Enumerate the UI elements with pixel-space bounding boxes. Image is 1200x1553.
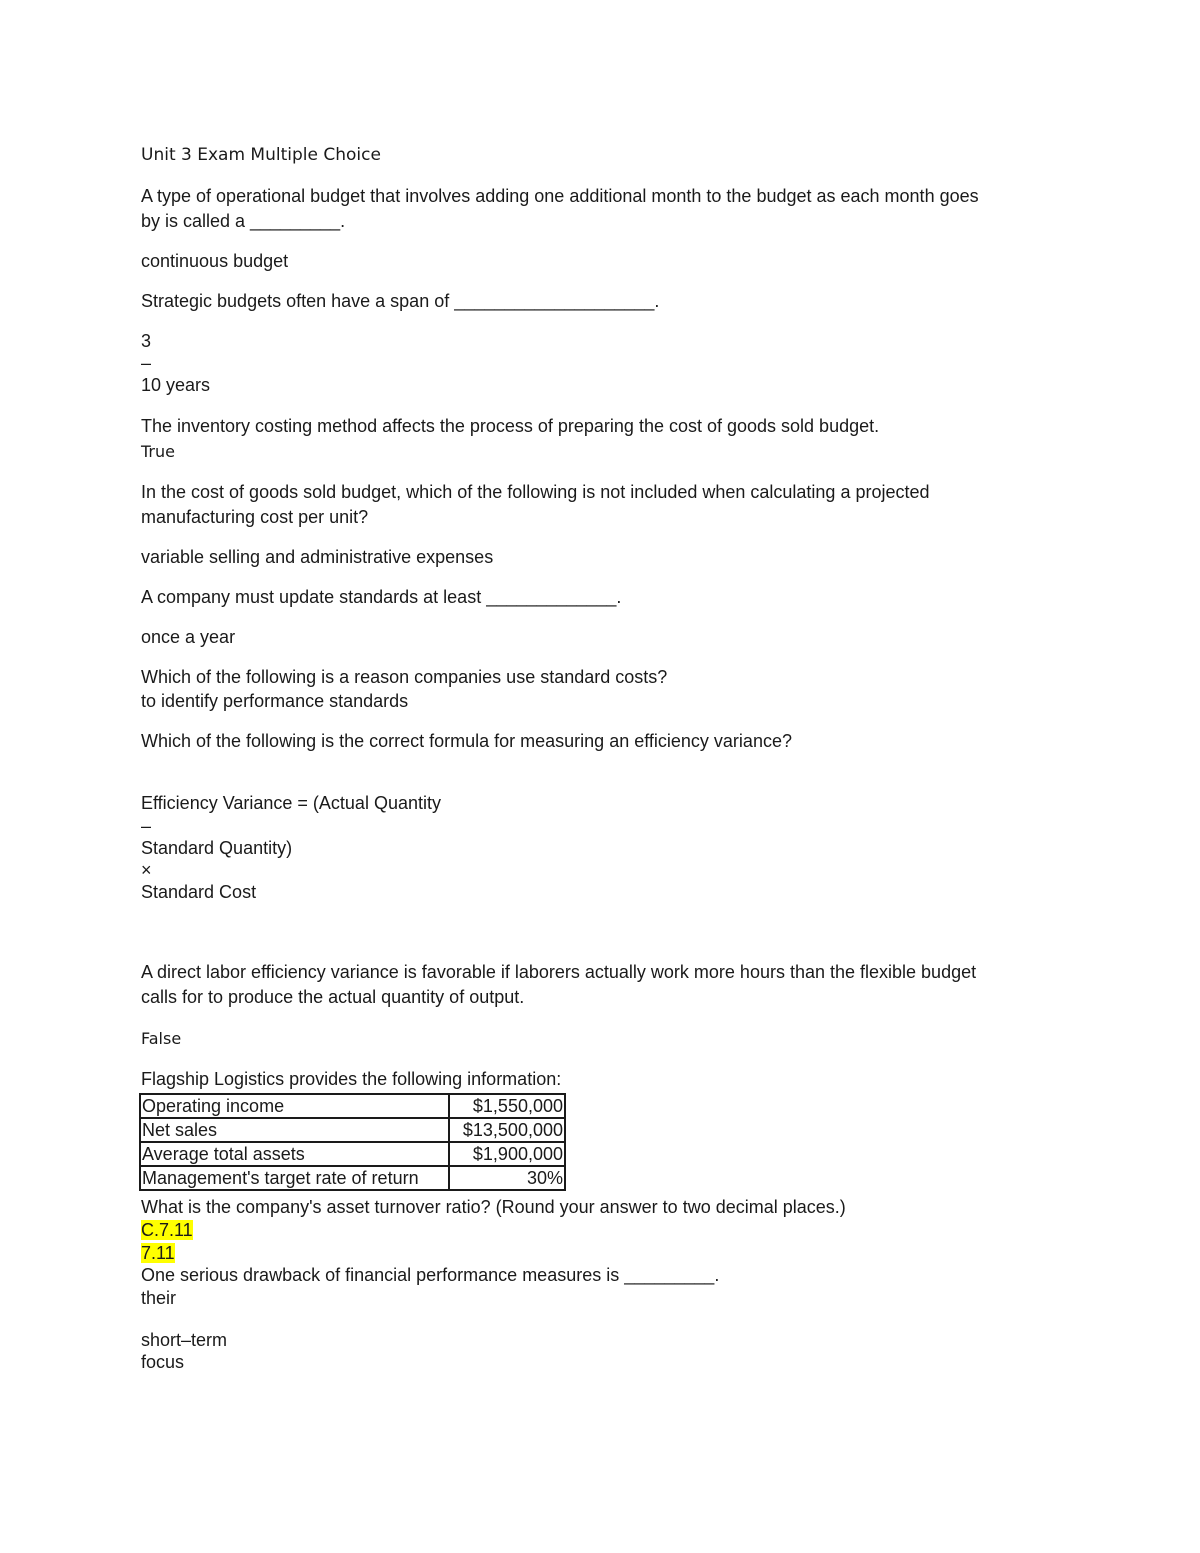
document-title: Unit 3 Exam Multiple Choice (141, 145, 381, 165)
answer-5: once a year (141, 627, 236, 647)
highlighted-answer: C.7.11 (141, 1220, 193, 1240)
question-1-line-2: by is called a _________. (141, 211, 346, 231)
question-5: A company must update standards at least _____________. (141, 587, 622, 607)
table-cell-value: $1,550,000 (449, 1094, 565, 1118)
answer-10-line-3: focus (141, 1352, 185, 1372)
formula-line-1: Efficiency Variance = (Actual Quantity (141, 793, 441, 813)
question-4-line-2: manufacturing cost per unit? (141, 507, 369, 527)
table-cell-value: $1,900,000 (449, 1142, 565, 1166)
question-8-line-2: calls for to produce the actual quantity of output. (141, 987, 525, 1007)
table-cell-label: Net sales (140, 1118, 449, 1142)
table-row (140, 1142, 565, 1166)
question-8-line-1: A direct labor efficiency variance is favorable if laborers actually work more hours than the flexible budget (141, 962, 977, 982)
answer-2-dash: – (141, 353, 152, 373)
table-cell-label: Operating income (140, 1094, 449, 1118)
formula-line-2: Standard Quantity) (141, 838, 293, 858)
question-1-line-1: A type of operational budget that involves adding one additional month to the budget as each month goes (141, 186, 979, 206)
answer-9-highlight-b (141, 1242, 175, 1264)
formula-minus: – (141, 816, 152, 836)
answer-2-start: 3 (141, 331, 152, 351)
answer-9-highlight-a (141, 1219, 193, 1241)
formula-line-3: Standard Cost (141, 882, 257, 902)
table-cell-label: Management's target rate of return (140, 1166, 449, 1190)
answer-6: to identify performance standards (141, 691, 409, 711)
table-cell-value: 30% (449, 1166, 565, 1190)
table-cell-label: Average total assets (140, 1142, 449, 1166)
question-10: One serious drawback of financial performance measures is _________. (141, 1265, 720, 1285)
question-3: The inventory costing method affects the process of preparing the cost of goods sold budget. (141, 416, 880, 436)
highlighted-answer: 7.11 (141, 1243, 175, 1263)
table-row (140, 1166, 565, 1190)
answer-10-line-1: their (141, 1288, 177, 1308)
answer-3: True (141, 442, 175, 461)
answer-10-line-2: short–term (141, 1330, 228, 1350)
question-2: Strategic budgets often have a span of ____________________. (141, 291, 660, 311)
financial-info-table (139, 1093, 566, 1191)
table-row (140, 1118, 565, 1142)
answer-1: continuous budget (141, 251, 289, 271)
question-9: What is the company's asset turnover ratio? (Round your answer to two decimal places.) (141, 1197, 846, 1217)
answer-4: variable selling and administrative expenses (141, 547, 494, 567)
question-7: Which of the following is the correct formula for measuring an efficiency variance? (141, 731, 792, 751)
question-9-intro: Flagship Logistics provides the following information: (141, 1069, 562, 1089)
answer-8: False (141, 1029, 182, 1048)
question-4-line-1: In the cost of goods sold budget, which of the following is not included when calculating a projected (141, 482, 930, 502)
table-cell-value: $13,500,000 (449, 1118, 565, 1142)
answer-2-end: 10 years (141, 375, 211, 395)
question-6: Which of the following is a reason companies use standard costs? (141, 667, 668, 687)
table-row (140, 1094, 565, 1118)
formula-times: × (141, 860, 152, 880)
